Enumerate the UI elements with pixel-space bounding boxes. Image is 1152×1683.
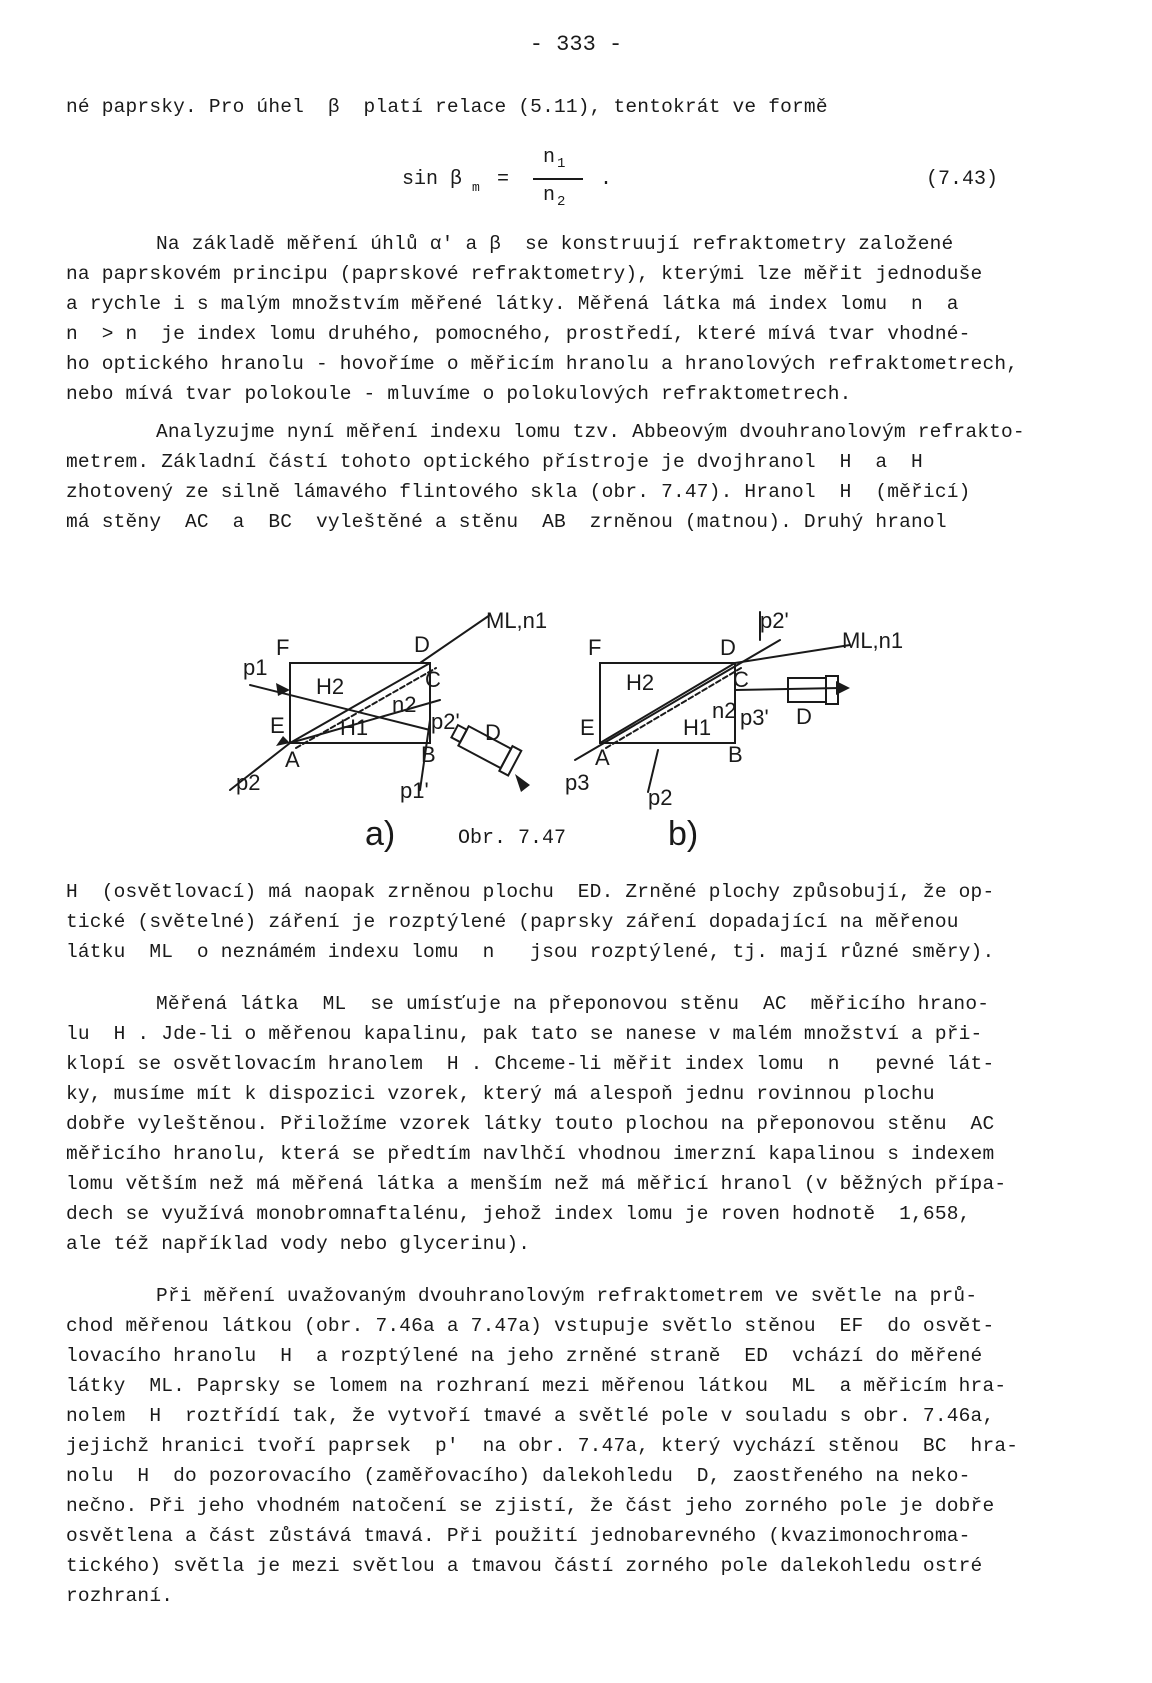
- text-line: H (osvětlovací) má naopak zrněnou plochu ED. Zrněné plochy způsobují, že op-: [66, 881, 995, 903]
- label-n2-a: n2: [392, 692, 417, 717]
- text-line: lomu větším než má měřená látka a menším než má měřicí hranol (v běžných přípa-: [66, 1173, 1007, 1195]
- label-ML-a: ML,n1: [486, 608, 548, 633]
- equation-denominator: n: [543, 184, 556, 207]
- text-line: Při měření uvažovaným dvouhranolovým refraktometrem ve světle na prů-: [156, 1285, 978, 1307]
- text-line: tického) světla je mezi světlou a tmavou částí zorného pole dalekohledu ostré: [66, 1555, 983, 1577]
- text-line: n > n je index lomu druhého, pomocného, prostředí, které mívá tvar vhodné-: [66, 323, 971, 345]
- label-p1prime-a: p1': [400, 778, 429, 803]
- text-line: ky, musíme mít k dispozici vzorek, který má alespoň jednu rovinnou plochu: [66, 1083, 935, 1105]
- equation-numerator: n: [543, 146, 556, 169]
- label-p2-a: p2: [236, 770, 261, 795]
- equation-equals: =: [497, 168, 510, 191]
- label-E-a: E: [270, 713, 285, 738]
- equation-lhs-sub: m: [472, 180, 480, 195]
- text-line: chod měřenou látkou (obr. 7.46a a 7.47a) vstupuje světlo stěnou EF do osvět-: [66, 1315, 995, 1337]
- text-line: má stěny AC a BC vyleštěné a stěnu AB zrněnou (matnou). Druhý hranol: [66, 511, 947, 533]
- text-line: na paprskovém principu (paprskové refraktometry), kterými lze měřit jednoduše: [66, 263, 983, 285]
- text-line: látku ML o neznámém indexu lomu n jsou rozptýlené, tj. mají různé směry).: [66, 941, 995, 963]
- leader-ml-a: [420, 615, 490, 663]
- text-line: nolem H roztřídí tak, že vytvoří tmavé a světlé pole v souladu s obr. 7.46a,: [66, 1405, 995, 1427]
- arrow-out-b: [836, 681, 850, 695]
- text-line: zhotovený ze silně lámavého flintového skla (obr. 7.47). Hranol H (měřicí): [66, 481, 971, 503]
- label-F-b: F: [588, 635, 602, 660]
- text-line: a rychle i s malým množstvím měřené látky. Měřená látka má index lomu n a: [66, 293, 959, 315]
- figure-caption: Obr. 7.47: [458, 827, 567, 850]
- label-p2prime-b: p2': [760, 608, 789, 633]
- text-line: rozhraní.: [66, 1585, 174, 1607]
- label-D-scope-b: D: [796, 704, 812, 729]
- label-p2prime-a: p2': [431, 709, 460, 734]
- telescope-b: [788, 676, 838, 704]
- label-B-a: B: [421, 742, 436, 767]
- text-line: metrem. Základní částí tohoto optického přístroje je dvojhranol H a H: [66, 451, 923, 473]
- label-C-a: C: [425, 667, 441, 692]
- text-line: měřicího hranolu, která se předtím navlhčí vhodnou imerzní kapalinou s indexem: [66, 1143, 995, 1165]
- label-H1-a: H1: [340, 715, 369, 740]
- label-p3-b: p3: [565, 770, 590, 795]
- label-ML-b: ML,n1: [842, 628, 904, 653]
- text-line: tické (světelné) záření je rozptýlené (paprsky záření dopadající na měřenou: [66, 911, 959, 933]
- equation-numerator-sub: 1: [557, 156, 566, 172]
- equation-denominator-sub: 2: [557, 194, 566, 210]
- arrow-out-a: [515, 774, 530, 792]
- text-line: Měřená látka ML se umísťuje na přeponovou stěnu AC měřicího hrano-: [156, 993, 990, 1015]
- label-H1-b: H1: [683, 715, 712, 740]
- figure-part-b: b): [668, 815, 699, 853]
- text-line: dech se využívá monobromnaftalénu, jehož index lomu je roven hodnotě 1,658,: [66, 1203, 971, 1225]
- text-line: látky ML. Paprsky se lomem na rozhraní mezi měřenou látkou ML a měřicím hra-: [66, 1375, 1007, 1397]
- text-line: né paprsky. Pro úhel β platí relace (5.11), tentokrát ve formě: [66, 96, 828, 118]
- label-A-b: A: [595, 745, 610, 770]
- text-line: Analyzujme nyní měření indexu lomu tzv. Abbeovým dvouhranolovým refrakto-: [156, 421, 1025, 443]
- label-p1-a: p1: [243, 655, 268, 680]
- label-A-a: A: [285, 747, 300, 772]
- text-line: lu H . Jde-li o měřenou kapalinu, pak tato se nanese v malém množství a při-: [66, 1023, 983, 1045]
- label-B-b: B: [728, 742, 743, 767]
- label-H2-b: H2: [626, 670, 655, 695]
- text-line: ho optického hranolu - hovoříme o měřicím hranolu a hranolových refraktometrech,: [66, 353, 1019, 375]
- label-H2-a: H2: [316, 674, 345, 699]
- figure-part-a: a): [365, 815, 396, 853]
- equation-period: .: [600, 168, 613, 191]
- text-line: nolu H do pozorovacího (zaměřovacího) dalekohledu D, zaostřeného na neko-: [66, 1465, 971, 1487]
- leader-ml-b: [735, 645, 850, 663]
- equation-lhs: sin β: [402, 168, 463, 191]
- label-p2-b: p2: [648, 785, 673, 810]
- label-F-a: F: [276, 635, 290, 660]
- text-line: jejichž hranici tvoří paprsek p′ na obr. 7.47a, který vychází stěnou BC hra-: [66, 1435, 1019, 1457]
- text-line: Na základě měření úhlů α′ a β se konstruují refraktometry založené: [156, 233, 954, 255]
- label-D-b: D: [720, 635, 736, 660]
- text-line: nečno. Při jeho vhodném natočení se zjistí, že část jeho zorného pole je dobře: [66, 1495, 995, 1517]
- page-number: - 333 -: [529, 32, 623, 57]
- text-line: dobře vyleštěnou. Přiložíme vzorek látky touto plochou na přeponovou stěnu AC: [66, 1113, 995, 1135]
- text-line: ale též například vody nebo glycerinu).: [66, 1233, 531, 1255]
- label-E-b: E: [580, 715, 595, 740]
- text-line: nebo mívá tvar polokoule - mluvíme o polokulových refraktometrech.: [66, 383, 852, 405]
- label-D-scope-a: D: [485, 720, 501, 745]
- label-C-b: C: [733, 667, 749, 692]
- equation-number: (7.43): [926, 168, 999, 191]
- label-D-a: D: [414, 632, 430, 657]
- text-line: lovacího hranolu H a rozptýlené na jeho zrněné straně ED vchází do měřené: [66, 1345, 983, 1367]
- label-n2-b: n2: [712, 698, 737, 723]
- text-line: osvětlena a část zůstává tmavá. Při použití jednobarevného (kvazimonochroma-: [66, 1525, 971, 1547]
- label-p3prime-b: p3': [740, 705, 769, 730]
- text-line: klopí se osvětlovacím hranolem H . Chceme-li měřit index lomu n pevné lát-: [66, 1053, 995, 1075]
